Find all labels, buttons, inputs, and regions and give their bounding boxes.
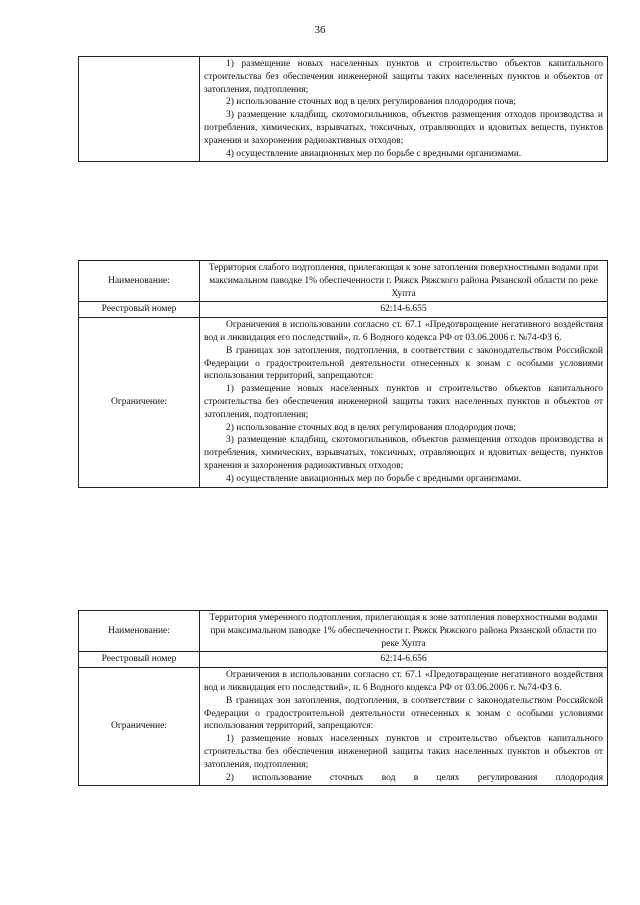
list-item: 1) размещение новых населенных пунктов и строительство объектов капитального строительства без обеспечения инженерной защиты таких населенных пунктов и объектов от затопления, подтопления; xyxy=(204,384,603,420)
paragraph: В границах зон затопления, подтопления, в соответствии с законодательством Российской Федерации о градостроительной деятельности отнесенных к зонам с особыми условиями использования территорий, запрещаются: xyxy=(204,345,603,382)
table-row xyxy=(79,261,608,302)
registry-value: 62:14-6.655 xyxy=(200,302,608,318)
list-item: 1) размещение новых населенных пунктов и строительство объектов капитального строительства без обеспечения инженерной защиты таких населенных пунктов и объектов от затопления, подтопления; xyxy=(204,59,603,95)
zone-table-weak-flooding xyxy=(78,260,608,488)
list-item: 2) использование сточных вод в целях регулирования плодородия почв; xyxy=(226,97,517,108)
table-row xyxy=(79,318,608,487)
zone-table-moderate-flooding xyxy=(78,610,608,786)
list-item: 3) размещение кладбищ, скотомогильников, объектов размещения отходов производства и потребления, химических, взрывчатых, токсичных, отравляющих и ядовитых веществ, пунктов хранения и захоронения радиоактивных отходов; xyxy=(204,435,603,471)
registry-label: Реестровый номер xyxy=(79,652,200,668)
paragraph: В границах зон затопления, подтопления, в соответствии с законодательством Российской Федерации о градостроительной деятельности отнесенных к зонам с особыми условиями использования территорий, запрещаются: xyxy=(204,695,603,732)
list-item: 2) использование сточных вод в целях регулирования плодородия xyxy=(226,772,603,783)
name-label: Наименование: xyxy=(79,611,200,652)
name-value: Территория умеренного подтопления, прилегающая к зоне затопления поверхностными водами при максимальном паводке 1% обеспеченности г. Ряжск Ряжского района Рязанской области по реке Хупта xyxy=(200,611,608,652)
list-item: 2) использование сточных вод в целях регулирования плодородия почв; xyxy=(226,422,517,433)
restriction-content xyxy=(200,57,608,162)
registry-value: 62:14-6.656 xyxy=(200,652,608,668)
table-row xyxy=(79,611,608,652)
table-row xyxy=(79,302,608,318)
table-row xyxy=(79,57,608,162)
restriction-label: Ограничение: xyxy=(79,318,200,487)
list-item: 1) размещение новых населенных пунктов и строительство объектов капитального строительства без обеспечения инженерной защиты таких населенных пунктов и объектов от затопления, подтопления; xyxy=(204,734,603,770)
name-label: Наименование: xyxy=(79,261,200,302)
page-number: 36 xyxy=(314,24,326,36)
list-item: 4) осуществление авиационных мер по борьбе с вредными организмами. xyxy=(226,148,522,159)
list-item: 3) размещение кладбищ, скотомогильников, объектов размещения отходов производства и потребления, химических, взрывчатых, токсичных, отравляющих и ядовитых веществ, пунктов хранения и захоронения радиоактивных отходов; xyxy=(204,110,603,146)
paragraph: Ограничения в использовании согласно ст. 67.1 «Предотвращение негативного воздействия вод и ликвидация его последствий», п. 6 Водного кодекса РФ от 03.06.2006 г. №74-ФЗ 6. xyxy=(204,670,603,693)
list-item: 4) осуществление авиационных мер по борьбе с вредными организмами. xyxy=(226,473,522,484)
restriction-content xyxy=(200,318,608,487)
name-value: Территория слабого подтопления, прилегающая к зоне затопления поверхностными водами при максимальном паводке 1% обеспеченности г. Ряжск Ряжского района Рязанской области по реке Хупта xyxy=(200,261,608,302)
restrictions-table-continued xyxy=(78,56,608,162)
paragraph: Ограничения в использовании согласно ст. 67.1 «Предотвращение негативного воздействия вод и ликвидация его последствий», п. 6 Водного кодекса РФ от 03.06.2006 г. №74-ФЗ 6. xyxy=(204,320,603,343)
restriction-content xyxy=(200,668,608,786)
table-row xyxy=(79,668,608,786)
table-row xyxy=(79,652,608,668)
restriction-label: Ограничение: xyxy=(79,668,200,786)
registry-label: Реестровый номер xyxy=(79,302,200,318)
empty-label-cell xyxy=(79,57,200,162)
